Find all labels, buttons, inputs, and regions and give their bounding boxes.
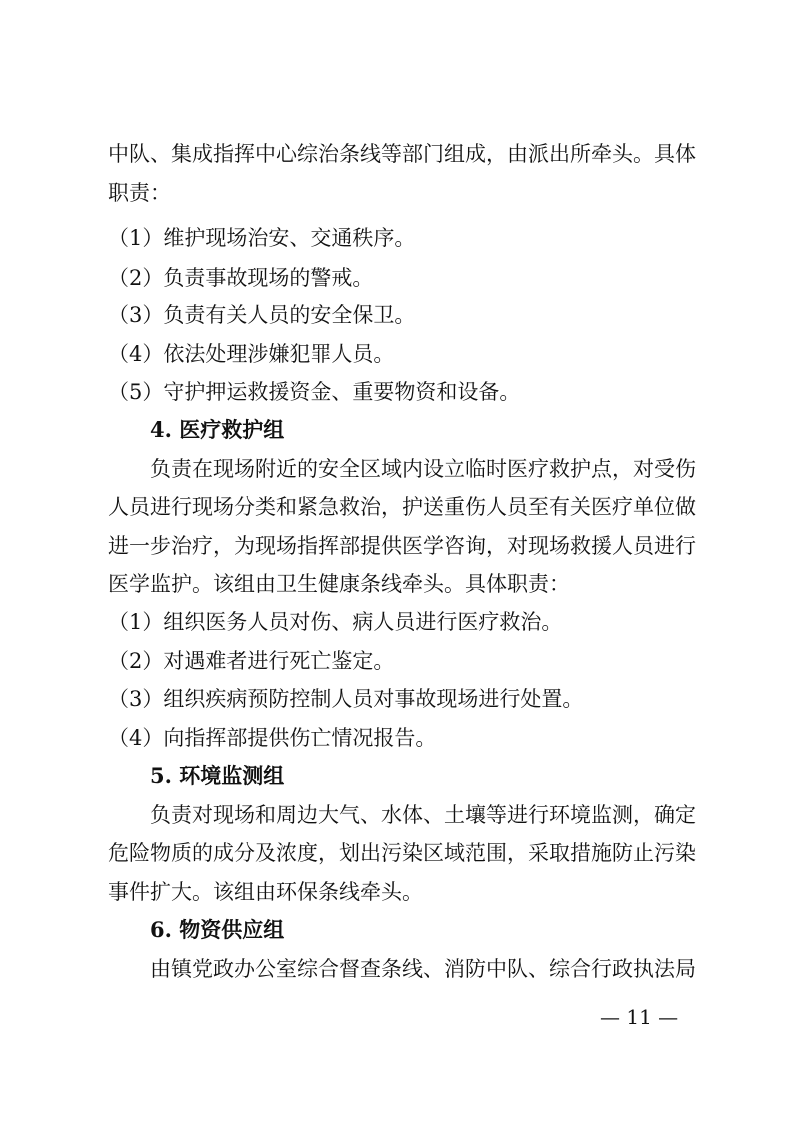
duty-item: （5）守护押运救援资金、重要物资和设备。 xyxy=(108,380,521,404)
body-line: 由镇党政办公室综合督查条线、消防中队、综合行政执法局 xyxy=(150,957,696,981)
body-line: 职责： xyxy=(108,181,171,205)
duty-item: （1）维护现场治安、交通秩序。 xyxy=(108,226,416,250)
section-heading-supplies: 6. 物资供应组 xyxy=(150,917,285,942)
duty-item: （4）向指挥部提供伤亡情况报告。 xyxy=(108,726,437,750)
body-line: 负责对现场和周边大气、水体、土壤等进行环境监测，确定 xyxy=(150,803,696,827)
body-line: 负责在现场附近的安全区域内设立临时医疗救护点，对受伤 xyxy=(150,457,696,481)
body-line: 危险物质的成分及浓度，划出污染区域范围，采取措施防止污染 xyxy=(108,841,696,865)
section-heading-medical: 4. 医疗救护组 xyxy=(150,417,285,442)
duty-item: （4）依法处理涉嫌犯罪人员。 xyxy=(108,342,395,366)
body-line: 进一步治疗，为现场指挥部提供医学咨询，对现场救援人员进行 xyxy=(108,534,696,558)
page-number: — 11 — xyxy=(600,1005,679,1029)
duty-item: （2）对遇难者进行死亡鉴定。 xyxy=(108,649,395,673)
duty-item: （2）负责事故现场的警戒。 xyxy=(108,266,374,290)
body-line: 中队、集成指挥中心综治条线等部门组成，由派出所牵头。具体 xyxy=(108,142,696,166)
body-line: 医学监护。该组由卫生健康条线牵头。具体职责： xyxy=(108,572,570,596)
section-heading-environment: 5. 环境监测组 xyxy=(150,763,285,788)
body-line: 人员进行现场分类和紧急救治，护送重伤人员至有关医疗单位做 xyxy=(108,495,696,519)
duty-item: （3）组织疾病预防控制人员对事故现场进行处置。 xyxy=(108,687,584,711)
duty-item: （1）组织医务人员对伤、病人员进行医疗救治。 xyxy=(108,610,563,634)
duty-item: （3）负责有关人员的安全保卫。 xyxy=(108,303,416,327)
body-line: 事件扩大。该组由环保条线牵头。 xyxy=(108,880,423,904)
